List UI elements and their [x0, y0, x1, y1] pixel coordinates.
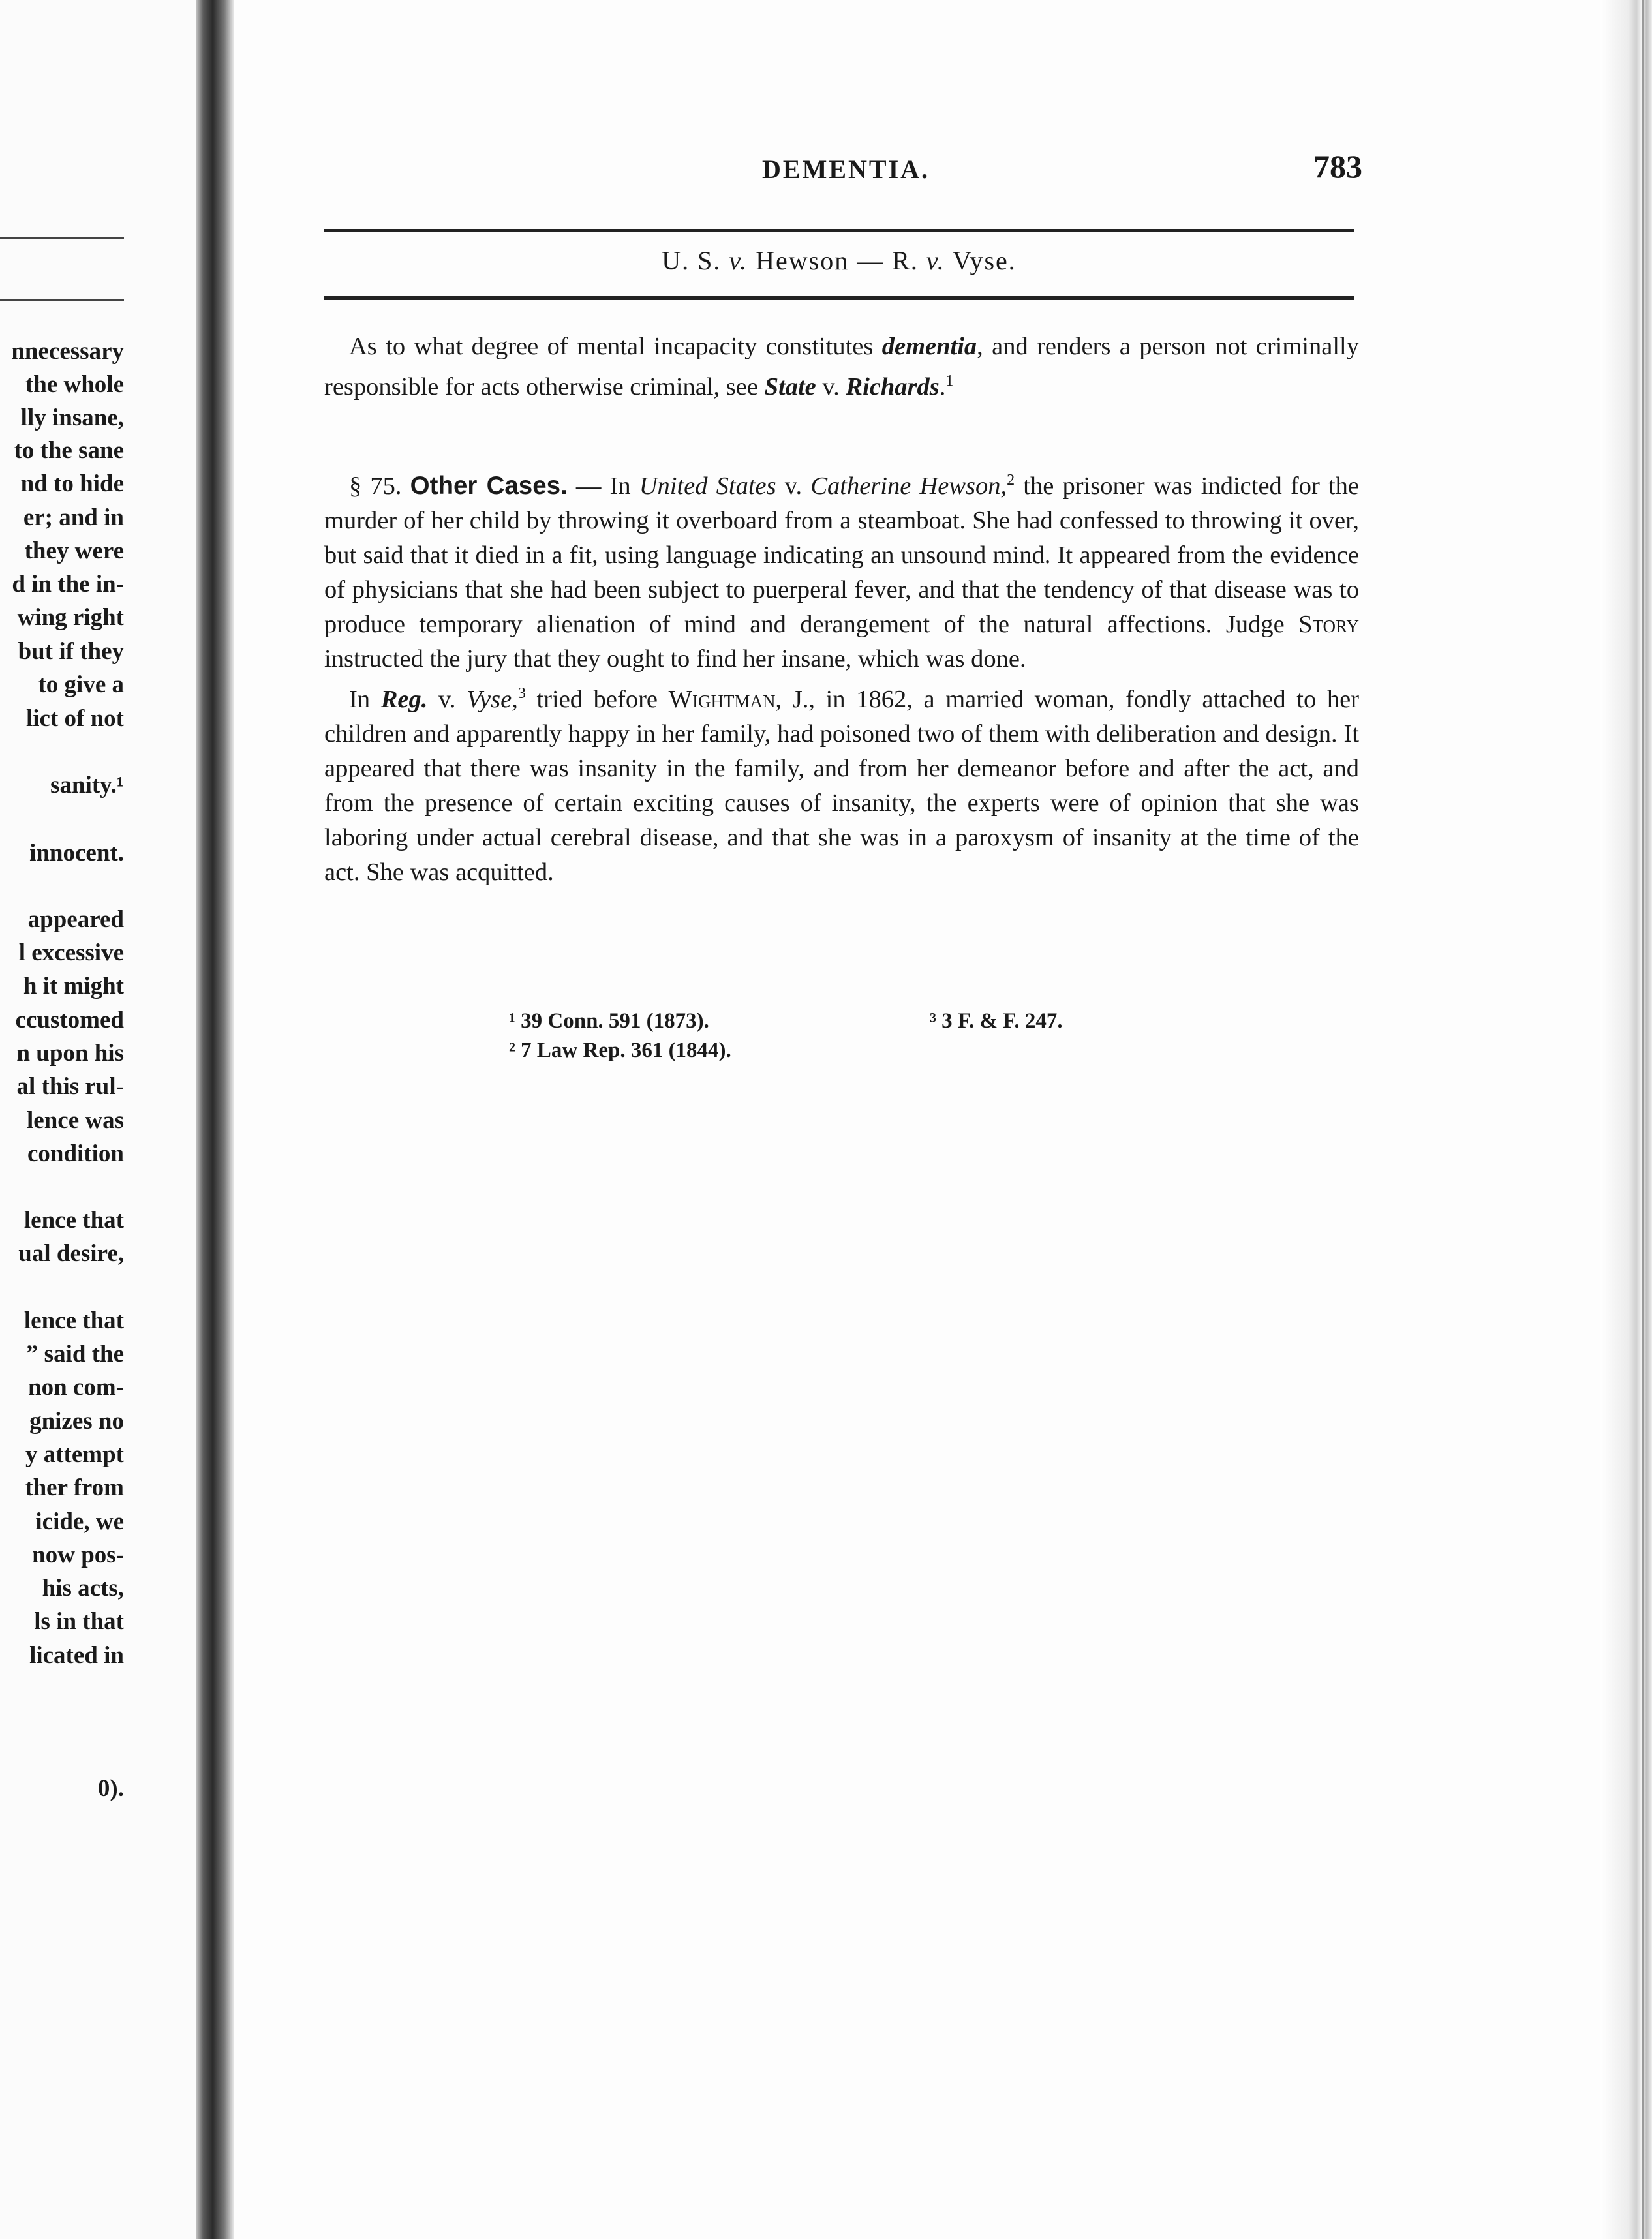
left-page-line: n upon his [16, 1040, 124, 1067]
left-page-line: lly insane, [20, 404, 124, 431]
left-page-line: appeared [27, 906, 124, 933]
left-page-line: 0). [97, 1775, 124, 1802]
left-page-line: h it might [23, 973, 124, 999]
top-rule [324, 229, 1354, 232]
left-page-line: lence that [23, 1207, 124, 1234]
left-page-line: nnecessary [11, 338, 124, 365]
left-page-line: lence that [23, 1307, 124, 1334]
intro-paragraph: As to what degree of mental incapacity constitutes dementia, and renders a person not criminally responsible for acts otherwise criminal, see State v. Richards.$^1$ [324, 333, 1359, 401]
left-page-line: to give a [38, 671, 124, 698]
case-subhead: U. S. v. Hewson — R. v. Vyse. [662, 246, 1017, 275]
left-page-line: wing right [17, 604, 124, 631]
left-page-line: gnizes no [29, 1408, 124, 1435]
left-page-line: they were [24, 538, 124, 564]
left-page-line: l excessive [18, 939, 124, 966]
left-page-line: al this rul- [16, 1073, 124, 1100]
left-page-line: non com- [28, 1374, 124, 1401]
left-page-line: licated in [29, 1642, 124, 1669]
section-heading: Other Cases. [410, 471, 568, 500]
footnote-3: ³ 3 F. & F. 247. [930, 1009, 1063, 1033]
left-page-line: ual desire, [18, 1240, 124, 1267]
footnote-1: ¹ 39 Conn. 591 (1873). [509, 1009, 709, 1033]
left-page-line: now pos- [32, 1542, 124, 1568]
left-page-line: nd to hide [20, 470, 124, 497]
left-page-line: icide, we [35, 1508, 124, 1535]
left-page-line: d in the in- [12, 571, 124, 598]
left-page-line: ” said the [25, 1341, 124, 1367]
section-75-paragraph: § 75. Other Cases. — In United States v. Catherine Hewson,$^2$ the prisoner was indicted for the murder of her child by throwing it overboard from a steamboat. She had confessed to throwing it over, but said that it died in a fit, using language indicating an unsound mind. It appeared from the evidence of physicians that she had been subject to puerperal fever, and that the tendency of that disease was to produce temporary alienation of mind and derangement of the natural affections. Judge Story instructed the jury that they ought to find her insane, which was done. In Reg. v. Vyse,$^3$ tried before Wightman, J., in 1862, a married woman, fondly attached to her children and apparently happy in her family, had poisoned two of them with deliberation and design. It appeared that there was insanity in the family, and from her demeanor before and after the act, and from the presence of certain exciting causes of insanity, the experts were of opinion that she was laboring under actual cerebral disease, and that she was in a paroxysm of insanity at the time of the act. She was acquitted. [324, 471, 1360, 886]
footnote-2: ² 7 Law Rep. 361 (1844). [509, 1039, 731, 1062]
left-page-line: sanity.¹ [50, 772, 124, 799]
header-rule [0, 237, 124, 239]
left-page-line: ccustomed [15, 1007, 124, 1033]
left-page-line: but if they [18, 638, 124, 665]
left-page-line: condition [27, 1140, 124, 1167]
book-gutter [196, 0, 234, 2239]
left-page-line: er; and in [23, 504, 124, 531]
left-page-line: innocent. [29, 840, 124, 866]
left-page-line: ther from [25, 1474, 124, 1501]
subhead-rule [324, 296, 1354, 300]
running-head: DEMENTIA. [762, 155, 930, 184]
left-page-fragment [0, 0, 196, 2239]
page-number: 783 [1313, 148, 1362, 185]
left-page-line: lict of not [25, 705, 124, 732]
left-page-line: the whole [25, 371, 124, 398]
left-page-line: lence was [27, 1107, 124, 1134]
page-edge [1600, 0, 1652, 2239]
header-rule-lower [0, 299, 124, 301]
left-page-line: to the sane [14, 437, 124, 464]
left-page-line: ls in that [34, 1608, 124, 1635]
left-page-line: his acts, [42, 1575, 124, 1602]
left-page-line: y attempt [25, 1441, 124, 1468]
